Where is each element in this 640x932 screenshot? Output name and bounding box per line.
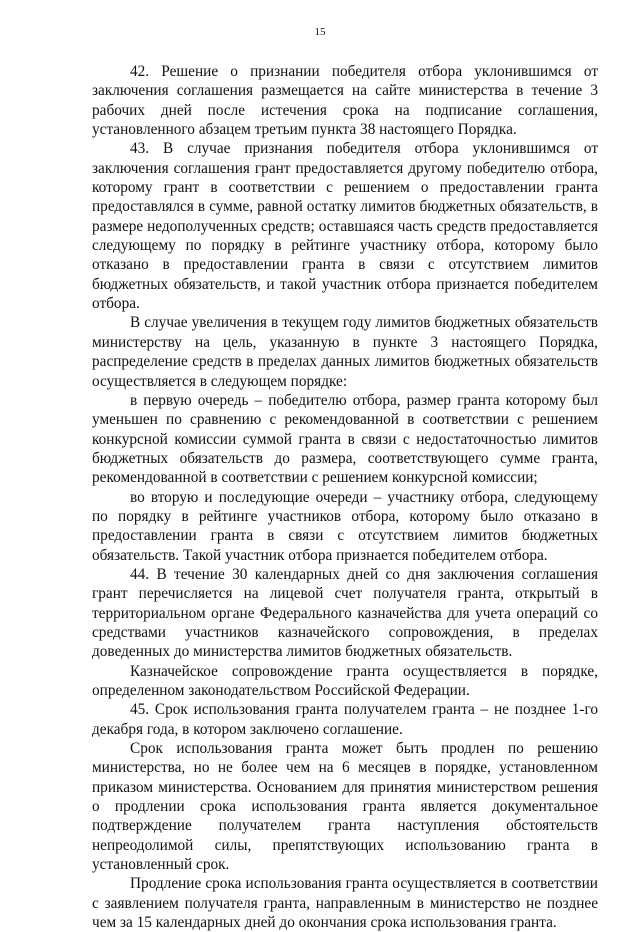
paragraph-item-43: 43. В случае признания победителя отбора уклонившимся от заключения соглашения грант предоставляется другому победителю отбора, которому грант в соответствии с решением о предоставлении гранта предоставлялся в сумме, равной остатку лимитов бюджетных обязательств, в размере недополученных средств; оставшаяся часть средств предоставляется следующему по порядку в рейтинге участнику отбора, которому было отказано в предоставлении гранта в связи с отсутствием лимитов бюджетных обязательств, и такой участник отбора признается победителем отбора. — [92, 140, 598, 313]
paragraph-item-44: 44. В течение 30 календарных дней со дня заключения соглашения грант перечисляется на лицевой счет получателя гранта, открытый в территориальном органе Федерального казначейства для учета операций со средствами участников казначейского сопровождения, в пределах доведенных до министерства лимитов бюджетных обязательств. — [92, 565, 598, 661]
document-body — [92, 62, 598, 932]
paragraph-subsequent-priority: во вторую и последующие очереди – участнику отбора, следующему по порядку в рейтинге участников отбора, которому было отказано в предоставлении гранта в связи с отсутствием лимитов бюджетных обязательств. Такой участник отбора признается победителем отбора. — [92, 488, 598, 564]
paragraph-term-extension: Срок использования гранта может быть продлен по решению министерства, но не более чем на 6 месяцев в порядке, установленном приказом министерства. Основанием для принятия министерством решения о продлении срока использования гранта является документальное подтверждение получателем гранта наступления обстоятельств непреодолимой силы, препятствующих использованию гранта в установленный срок. — [92, 740, 598, 874]
paragraph-item-45: 45. Срок использования гранта получателем гранта – не позднее 1-го декабря года, в котором заключено соглашение. — [92, 701, 598, 738]
paragraph-extension-request: Продление срока использования гранта осуществляется в соответствии с заявлением получателя гранта, направленным в министерство не позднее чем за 15 календарных дней до окончания срока использования гранта. — [92, 875, 598, 932]
page-number: 15 — [314, 26, 326, 38]
paragraph-treasury-support: Казначейское сопровождение гранта осуществляется в порядке, определенном законодательством Российской Федерации. — [92, 662, 598, 699]
paragraph-first-priority: в первую очередь – победителю отбора, размер гранта которому был уменьшен по сравнению с рекомендованной в соответствии с решением конкурсной комиссии суммой гранта в связи с недостаточностью лимитов бюджетных обязательств до размера, соответствующего сумме гранта, рекомендованной в соответствии с решением конкурсной комиссии; — [92, 391, 598, 487]
paragraph-budget-limits-increase: В случае увеличения в текущем году лимитов бюджетных обязательств министерству на цель, указанную в пункте 3 настоящего Порядка, распределение средств в пределах данных лимитов бюджетных обязательств осуществляется в следующем порядке: — [92, 314, 598, 390]
paragraph-item-42: 42. Решение о признании победителя отбора уклонившимся от заключения соглашения размещается на сайте министерства в течение 3 рабочих дней после истечения срока на подписание соглашения, установленного абзацем третьим пункта 38 настоящего Порядка. — [92, 63, 598, 139]
